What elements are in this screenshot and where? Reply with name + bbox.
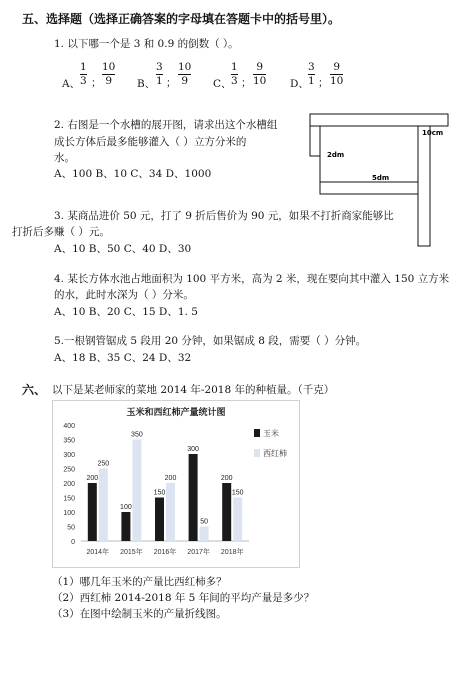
bar-corn — [155, 498, 164, 542]
data-label: 350 — [131, 431, 143, 439]
data-label: 200 — [220, 475, 233, 482]
q5-line1: 5.一根钢管锯成 5 段用 20 分钟，如果锯成 8 段，需要（ ）分钟。 — [54, 335, 367, 347]
q1-option-d-letter: D、 — [290, 78, 309, 90]
q4-options: A、10 B、20 C、15 D、1. 5 — [54, 306, 198, 318]
label-2dm: 2dm — [327, 151, 345, 159]
section6-label: 六、 — [22, 383, 47, 397]
y-tick-label: 250 — [63, 466, 75, 474]
net-right-strip — [418, 126, 430, 246]
legend-swatch — [254, 429, 260, 437]
x-tick-label: 2018年 — [220, 549, 244, 556]
q1-option-a-letter: A、 — [62, 78, 81, 90]
y-tick-label: 50 — [67, 524, 75, 532]
q5-options: A、18 B、35 C、24 D、32 — [54, 352, 192, 364]
y-tick-label: 0 — [71, 539, 75, 546]
chart-frame — [52, 400, 300, 568]
x-tick-label: 2015年 — [120, 549, 143, 556]
q1-option-a-frac1: 1 3 — [80, 61, 87, 87]
bar-corn — [121, 512, 130, 541]
q1-option-c-letter: C、 — [213, 78, 232, 90]
q1-option-d-frac2: 9 10 — [330, 61, 344, 87]
section6-question-3: （3）在图中绘制玉米的产量折线图。 — [52, 608, 227, 620]
x-tick-label: 2016年 — [153, 549, 177, 556]
data-label: 250 — [97, 460, 110, 468]
y-tick-label: 300 — [63, 452, 75, 459]
y-tick-label: 150 — [63, 495, 75, 503]
q1-option-b-letter: B、 — [137, 78, 156, 90]
section6-text: 以下是某老师家的菜地 2014 年-2018 年的种植量。（千克） — [52, 384, 335, 396]
bar-corn — [222, 483, 231, 541]
x-tick-label: 2017年 — [187, 549, 210, 556]
bar-tomato — [132, 440, 141, 542]
q1-option-c-frac2: 9 10 — [253, 61, 267, 87]
q2-line3: 水。 — [54, 152, 75, 164]
q2-line1: 2. 右图是一个水槽的展开图，请求出这个水槽组 — [54, 119, 278, 131]
net-bottom-strip — [320, 182, 418, 194]
bar-tomato — [233, 498, 242, 542]
y-tick-label: 400 — [63, 423, 75, 430]
section6-question-1: （1）哪几年玉米的产量比西红柿多？ — [52, 576, 227, 588]
data-label: 200 — [164, 475, 177, 482]
q1-option-a-frac2: 10 9 — [102, 61, 116, 87]
y-tick-label: 100 — [63, 510, 75, 517]
data-label: 50 — [200, 518, 208, 526]
bar-tomato — [99, 469, 108, 542]
q3-line1: 3. 某商品进价 50 元，打了 9 折后售价为 90 元，如果不打折商家能够比 — [54, 210, 394, 222]
q3-line2: 打折后多赚（ ）元。 — [12, 226, 110, 238]
net-top-strip — [310, 114, 448, 126]
section6-question-2: （2）西红柿 2014-2018 年 5 年间的平均产量是多少？ — [52, 592, 315, 604]
section5-title: 五、选择题（选择正确答案的字母填在答题卡中的括号里）。 — [22, 12, 341, 26]
q2-options: A、100 B、10 C、34 D、1000 — [54, 168, 212, 180]
q1-text: 1. 以下哪一个是 3 和 0.9 的倒数（ ）。 — [54, 38, 239, 50]
data-label: 150 — [231, 489, 244, 497]
tank-net-figure — [300, 112, 460, 252]
data-label: 300 — [187, 446, 199, 453]
q1-option-d-frac1: 3 1 — [308, 61, 315, 87]
label-10cm: 10cm — [422, 129, 444, 137]
q1-option-b-frac1: 3 1 — [156, 61, 163, 87]
q4-line1: 4. 某长方体水池占地面积为 100 平方米，高为 2 米，现在要向其中灌入 150 立方米 — [54, 273, 450, 285]
bar-chart — [53, 401, 299, 567]
data-label: 100 — [120, 504, 132, 511]
bar-corn — [88, 483, 97, 541]
x-tick-label: 2014年 — [86, 549, 110, 556]
bar-tomato — [166, 483, 175, 541]
net-left-flap — [310, 126, 320, 156]
data-label: 150 — [153, 489, 166, 497]
bar-tomato — [200, 527, 209, 542]
legend-swatch — [254, 449, 260, 457]
q1-option-c-frac1: 1 3 — [231, 61, 238, 87]
label-5dm: 5dm — [372, 174, 390, 182]
legend-label: 玉米 — [263, 429, 279, 438]
q1-option-b-frac2: 10 9 — [178, 61, 192, 87]
q4-line2: 的水，此时水深为（ ）分米。 — [54, 289, 194, 301]
bar-corn — [189, 454, 198, 541]
q2-line2: 成长方体后最多能够灌入（ ）立方分米的 — [54, 136, 247, 148]
legend-label: 西红柿 — [263, 449, 287, 458]
data-label: 200 — [86, 475, 99, 482]
y-tick-label: 350 — [63, 437, 75, 445]
q3-options: A、10 B、50 C、40 D、30 — [54, 243, 192, 255]
y-tick-label: 200 — [63, 481, 75, 488]
chart-title: 玉米和西红柿产量统计图 — [126, 407, 226, 417]
